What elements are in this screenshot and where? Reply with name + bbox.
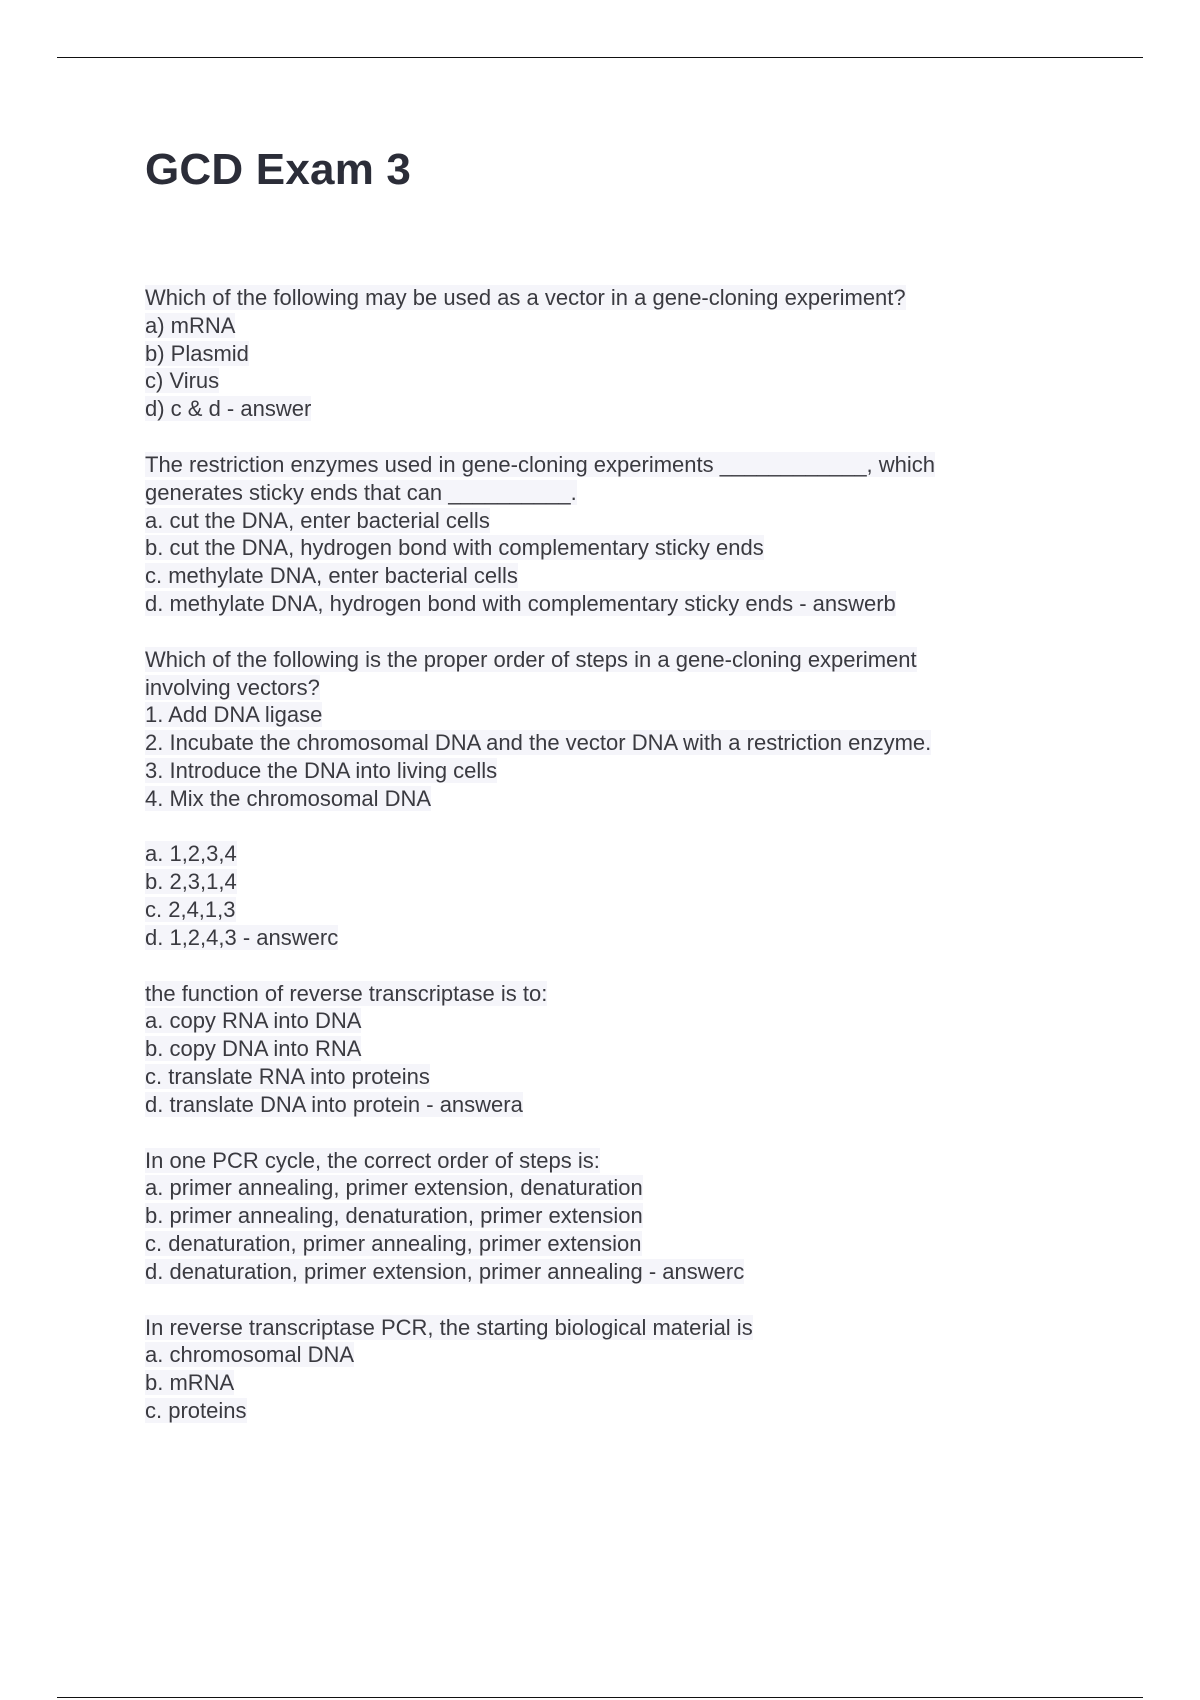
answer-option: a. chromosomal DNA bbox=[145, 1342, 355, 1368]
answer-option: d. 1,2,4,3 - answerc bbox=[145, 924, 339, 950]
answer-option: d. methylate DNA, hydrogen bond with complementary sticky ends - answerb bbox=[145, 590, 896, 616]
step-item: 1. Add DNA ligase bbox=[145, 702, 323, 728]
answer-option: a. 1,2,3,4 bbox=[145, 841, 237, 867]
spacer bbox=[145, 813, 1025, 841]
answer-option: d) c & d - answer bbox=[145, 396, 312, 422]
answer-option: b. copy DNA into RNA bbox=[145, 1036, 362, 1062]
step-item: 2. Incubate the chromosomal DNA and the vector DNA with a restriction enzyme. bbox=[145, 730, 932, 756]
question-text: the function of reverse transcriptase is to: bbox=[145, 980, 548, 1006]
answer-option: d. translate DNA into protein - answera bbox=[145, 1091, 523, 1117]
question-3 bbox=[145, 646, 1025, 952]
answer-option: b. cut the DNA, hydrogen bond with complementary sticky ends bbox=[145, 535, 764, 561]
answer-option: a. primer annealing, primer extension, denaturation bbox=[145, 1175, 643, 1201]
answer-option: b. 2,3,1,4 bbox=[145, 869, 237, 895]
question-5 bbox=[145, 1147, 1025, 1286]
step-item: 4. Mix the chromosomal DNA bbox=[145, 785, 432, 811]
answer-option: b. mRNA bbox=[145, 1370, 235, 1396]
question-2 bbox=[145, 451, 1025, 618]
answer-option: a) mRNA bbox=[145, 312, 236, 338]
answer-option: c. methylate DNA, enter bacterial cells bbox=[145, 563, 518, 589]
question-text: generates sticky ends that can __________. bbox=[145, 479, 577, 505]
page-title: GCD Exam 3 bbox=[145, 145, 412, 194]
top-rule bbox=[57, 57, 1143, 58]
answer-option: a. copy RNA into DNA bbox=[145, 1008, 362, 1034]
answer-option: d. denaturation, primer extension, primer annealing - answerc bbox=[145, 1258, 745, 1284]
answer-option: b. primer annealing, denaturation, primer extension bbox=[145, 1203, 643, 1229]
answer-option: c) Virus bbox=[145, 368, 220, 394]
answer-option: c. 2,4,1,3 bbox=[145, 896, 236, 922]
question-text: In one PCR cycle, the correct order of steps is: bbox=[145, 1147, 600, 1173]
bottom-rule bbox=[57, 1697, 1143, 1698]
answer-option: c. denaturation, primer annealing, primer extension bbox=[145, 1230, 642, 1256]
question-4 bbox=[145, 980, 1025, 1119]
question-1 bbox=[145, 284, 1025, 423]
question-text: Which of the following is the proper order of steps in a gene-cloning experiment bbox=[145, 646, 917, 672]
question-list bbox=[145, 284, 1025, 1453]
question-6 bbox=[145, 1314, 1025, 1425]
question-text: In reverse transcriptase PCR, the starting biological material is bbox=[145, 1314, 753, 1340]
question-text: Which of the following may be used as a vector in a gene-cloning experiment? bbox=[145, 285, 906, 310]
answer-option: c. proteins bbox=[145, 1397, 247, 1423]
answer-option: c. translate RNA into proteins bbox=[145, 1063, 430, 1089]
answer-option: b) Plasmid bbox=[145, 340, 249, 366]
question-text: involving vectors? bbox=[145, 674, 320, 700]
step-item: 3. Introduce the DNA into living cells bbox=[145, 757, 498, 783]
answer-option: a. cut the DNA, enter bacterial cells bbox=[145, 507, 490, 533]
question-text: The restriction enzymes used in gene-cloning experiments ____________, which bbox=[145, 451, 936, 477]
